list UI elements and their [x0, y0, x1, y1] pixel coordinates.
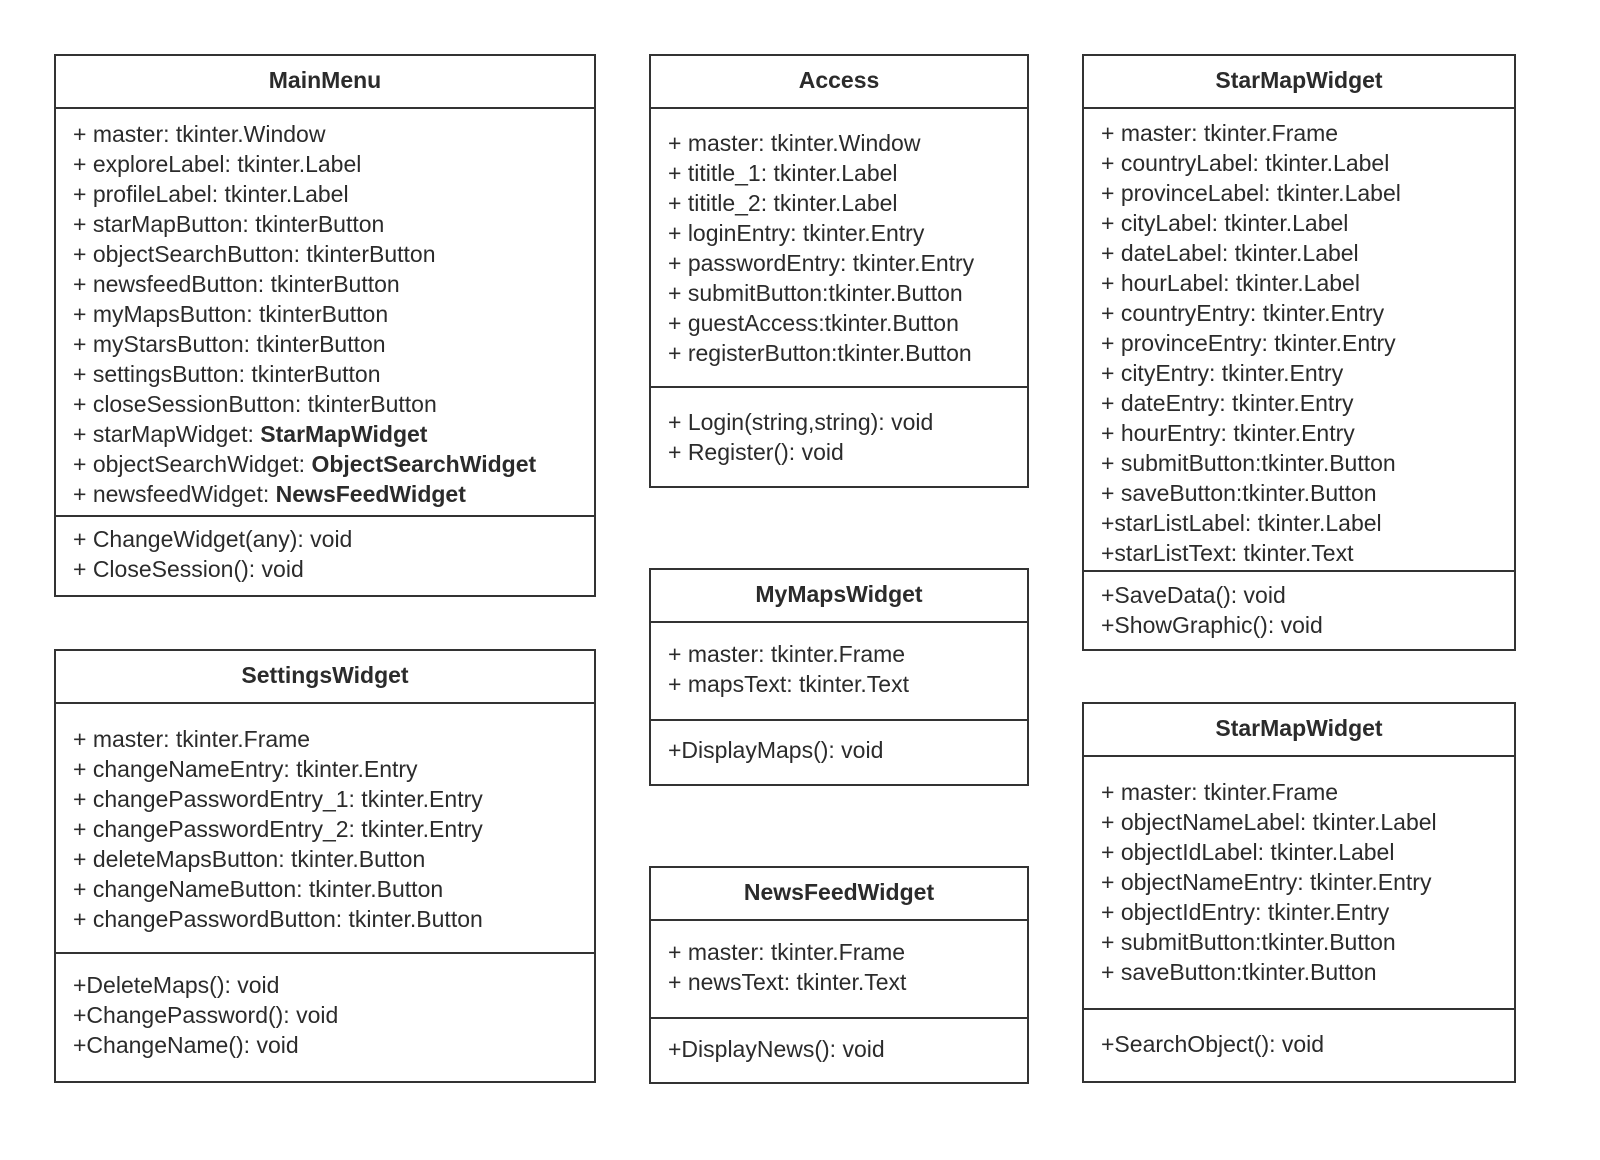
- class-access[interactable]: [649, 54, 1029, 488]
- class-settingswidget[interactable]: [54, 649, 596, 1083]
- method: + Login(string,string): void: [668, 409, 934, 435]
- attribute: + objectNameEntry: tkinter.Entry: [1101, 869, 1432, 895]
- attribute: + master: tkinter.Window: [73, 121, 326, 147]
- attribute: + registerButton:tkinter.Button: [668, 340, 972, 366]
- attribute: + changePasswordEntry_2: tkinter.Entry: [73, 816, 483, 842]
- method: +SearchObject(): void: [1101, 1031, 1325, 1057]
- attribute: + dateEntry: tkinter.Entry: [1101, 390, 1354, 416]
- attribute: + master: tkinter.Frame: [1101, 779, 1339, 805]
- attribute: + objectSearchWidget: ObjectSearchWidget: [73, 451, 537, 477]
- attribute: + objectSearchButton: tkinterButton: [73, 241, 436, 267]
- method: +DeleteMaps(): void: [73, 972, 280, 998]
- attribute: + closeSessionButton: tkinterButton: [73, 391, 437, 417]
- method: + ChangeWidget(any): void: [73, 526, 353, 552]
- attribute: + objectNameLabel: tkinter.Label: [1101, 809, 1437, 835]
- method: +ShowGraphic(): void: [1101, 612, 1323, 638]
- methods-section: [651, 719, 1027, 765]
- class-title: StarMapWidget: [1084, 704, 1514, 757]
- attribute: + myStarsButton: tkinterButton: [73, 331, 386, 357]
- attribute: + master: tkinter.Frame: [73, 726, 311, 752]
- attribute: + starMapWidget: StarMapWidget: [73, 421, 428, 447]
- methods-section: [651, 386, 1027, 467]
- attributes-section: [651, 623, 1027, 719]
- attribute: + countryEntry: tkinter.Entry: [1101, 300, 1385, 326]
- attribute: + exploreLabel: tkinter.Label: [73, 151, 362, 177]
- class-starmapwidget-object[interactable]: [1082, 702, 1516, 1083]
- attribute: + cityEntry: tkinter.Entry: [1101, 360, 1344, 386]
- methods-section: [1084, 570, 1514, 640]
- attribute: + submitButton:tkinter.Button: [668, 280, 963, 306]
- attribute: + provinceEntry: tkinter.Entry: [1101, 330, 1396, 356]
- attribute: + tititle_1: tkinter.Label: [668, 160, 898, 186]
- class-title: Access: [651, 56, 1027, 109]
- method: +ChangePassword(): void: [73, 1002, 339, 1028]
- attributes-section: [651, 109, 1027, 386]
- attribute: + deleteMapsButton: tkinter.Button: [73, 846, 426, 872]
- attributes-section: [56, 109, 594, 515]
- method: + Register(): void: [668, 439, 844, 465]
- methods-section: [56, 515, 594, 584]
- method: +DisplayNews(): void: [668, 1036, 885, 1062]
- attribute: + master: tkinter.Frame: [668, 641, 906, 667]
- methods-section: [56, 952, 594, 1060]
- attribute: + passwordEntry: tkinter.Entry: [668, 250, 975, 276]
- attribute: + newsText: tkinter.Text: [668, 969, 907, 995]
- attribute: + cityLabel: tkinter.Label: [1101, 210, 1349, 236]
- attributes-section: [1084, 109, 1514, 570]
- method: +DisplayMaps(): void: [668, 737, 884, 763]
- method: +SaveData(): void: [1101, 582, 1286, 608]
- attribute: + changeNameButton: tkinter.Button: [73, 876, 444, 902]
- attribute: + changeNameEntry: tkinter.Entry: [73, 756, 418, 782]
- class-starmapwidget[interactable]: [1082, 54, 1516, 651]
- class-title: MainMenu: [56, 56, 594, 109]
- attribute: + newsfeedWidget: NewsFeedWidget: [73, 481, 466, 507]
- attribute: + starMapButton: tkinterButton: [73, 211, 385, 237]
- attribute: + changePasswordEntry_1: tkinter.Entry: [73, 786, 483, 812]
- class-newsfeedwidget[interactable]: [649, 866, 1029, 1084]
- class-title: SettingsWidget: [56, 651, 594, 704]
- attribute: + hourEntry: tkinter.Entry: [1101, 420, 1355, 446]
- attribute: + mapsText: tkinter.Text: [668, 671, 909, 697]
- attribute: + tititle_2: tkinter.Label: [668, 190, 898, 216]
- attribute: + saveButton:tkinter.Button: [1101, 959, 1377, 985]
- attribute: + loginEntry: tkinter.Entry: [668, 220, 925, 246]
- attributes-section: [651, 921, 1027, 1017]
- class-title: NewsFeedWidget: [651, 868, 1027, 921]
- attribute: + settingsButton: tkinterButton: [73, 361, 381, 387]
- methods-section: [1084, 1008, 1514, 1059]
- attribute: + saveButton:tkinter.Button: [1101, 480, 1377, 506]
- attribute: + master: tkinter.Window: [668, 130, 921, 156]
- attributes-section: [1084, 757, 1514, 1008]
- attribute: + guestAccess:tkinter.Button: [668, 310, 959, 336]
- attribute: +starListText: tkinter.Text: [1101, 540, 1354, 566]
- class-title: StarMapWidget: [1084, 56, 1514, 109]
- attribute: + changePasswordButton: tkinter.Button: [73, 906, 483, 932]
- attribute: + dateLabel: tkinter.Label: [1101, 240, 1359, 266]
- attribute: + newsfeedButton: tkinterButton: [73, 271, 400, 297]
- attribute: + submitButton:tkinter.Button: [1101, 929, 1396, 955]
- attribute: + submitButton:tkinter.Button: [1101, 450, 1396, 476]
- attribute: + objectIdLabel: tkinter.Label: [1101, 839, 1395, 865]
- attribute: +starListLabel: tkinter.Label: [1101, 510, 1382, 536]
- class-mainmenu[interactable]: [54, 54, 596, 597]
- method: + CloseSession(): void: [73, 556, 304, 582]
- attribute: + hourLabel: tkinter.Label: [1101, 270, 1360, 296]
- attribute: + profileLabel: tkinter.Label: [73, 181, 349, 207]
- attribute: + master: tkinter.Frame: [668, 939, 906, 965]
- attribute: + countryLabel: tkinter.Label: [1101, 150, 1390, 176]
- method: +ChangeName(): void: [73, 1032, 299, 1058]
- attribute: + master: tkinter.Frame: [1101, 120, 1339, 146]
- class-mymapswidget[interactable]: [649, 568, 1029, 786]
- attributes-section: [56, 704, 594, 952]
- attribute: + provinceLabel: tkinter.Label: [1101, 180, 1401, 206]
- attribute: + myMapsButton: tkinterButton: [73, 301, 389, 327]
- attribute: + objectIdEntry: tkinter.Entry: [1101, 899, 1390, 925]
- class-title: MyMapsWidget: [651, 570, 1027, 623]
- methods-section: [651, 1017, 1027, 1064]
